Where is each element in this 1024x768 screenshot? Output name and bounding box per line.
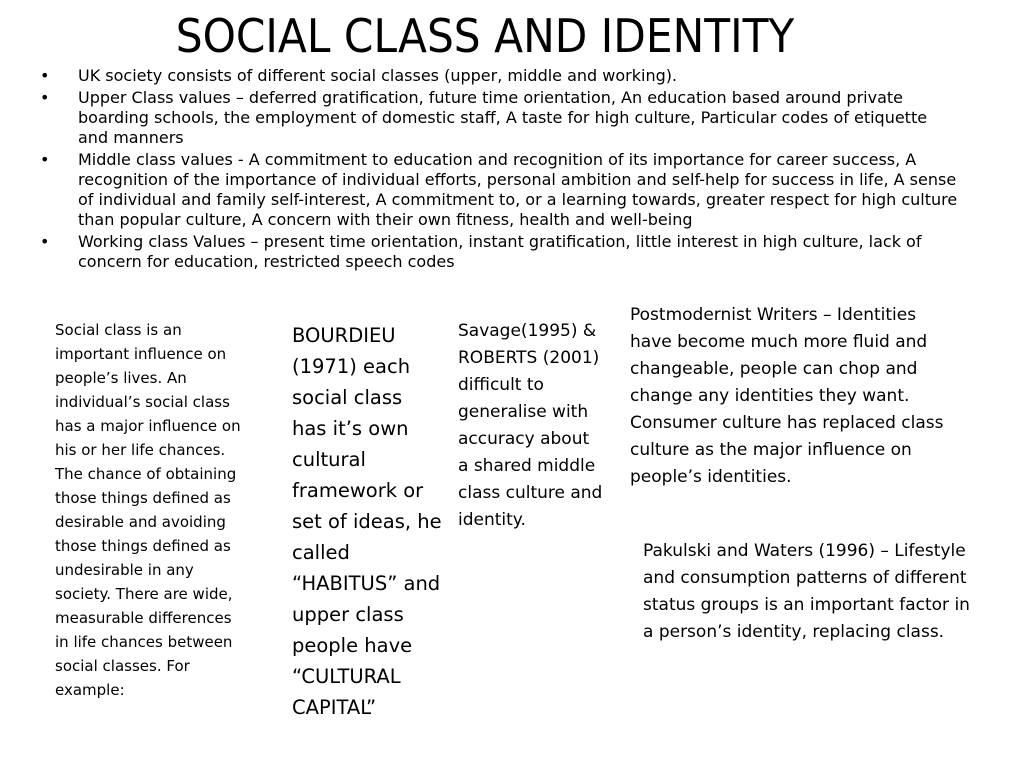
bullet-dot-icon: • xyxy=(40,232,50,251)
bullet-item-middle-class xyxy=(40,150,960,230)
bullet-dot-icon: • xyxy=(40,66,50,85)
bullet-dot-icon: • xyxy=(40,150,50,169)
bullet-text: UK society consists of different social classes (upper, middle and working). xyxy=(78,66,678,85)
bullet-dot-icon: • xyxy=(40,88,50,107)
savage-roberts-text-box: Savage(1995) & ROBERTS (2001) difficult to generalise with accuracy about a shared middle class culture and identity. xyxy=(458,321,603,530)
bullet-text: Middle class values - A commitment to education and recognition of its importance for career success, A recognition of the importance of individual efforts, personal ambition and self-help for success in life, A sense of individual and family self-interest, A commitment to, or a learning towards, greater respect for high culture than popular culture, A concern with their own fitness, health and well-being xyxy=(78,150,958,229)
bullet-item-social-classes xyxy=(40,66,960,86)
bourdieu-text-box: BOURDIEU (1971) each social class has it’s own cultural framework or set of ideas, he called “HABITUS” and upper class people have “CULTURAL CAPITAL” xyxy=(292,324,442,719)
postmodernist-text-box: Postmodernist Writers – Identities have become much more fluid and changeable, people can chop and change any identities they want. Consumer culture has replaced class culture as the major influence on people’s identities. xyxy=(630,305,944,487)
pakulski-waters-text-box: Pakulski and Waters (1996) – Lifestyle and consumption patterns of different status groups is an important factor in a person’s identity, replacing class. xyxy=(643,541,970,642)
bullet-item-upper-class xyxy=(40,88,960,148)
bullet-item-working-class xyxy=(40,232,960,272)
social-class-text-box: Social class is an important influence on people’s lives. An individual’s social class has a major influence on his or her life chances. The chance of obtaining those things defined as desirable and avoiding those things defined as undesirable in any society. There are wide, measurable differences in life chances between social classes. For example: xyxy=(55,321,241,699)
bullet-list xyxy=(40,66,960,274)
slide-title: SOCIAL CLASS AND IDENTITY xyxy=(175,9,795,63)
bullet-text: Upper Class values – deferred gratification, future time orientation, An education based around private boarding schools, the employment of domestic staff, A taste for high culture, Particular codes of etiquette and manners xyxy=(78,88,928,147)
bullet-text: Working class Values – present time orientation, instant gratification, little interest in high culture, lack of concern for education, restricted speech codes xyxy=(78,232,922,271)
